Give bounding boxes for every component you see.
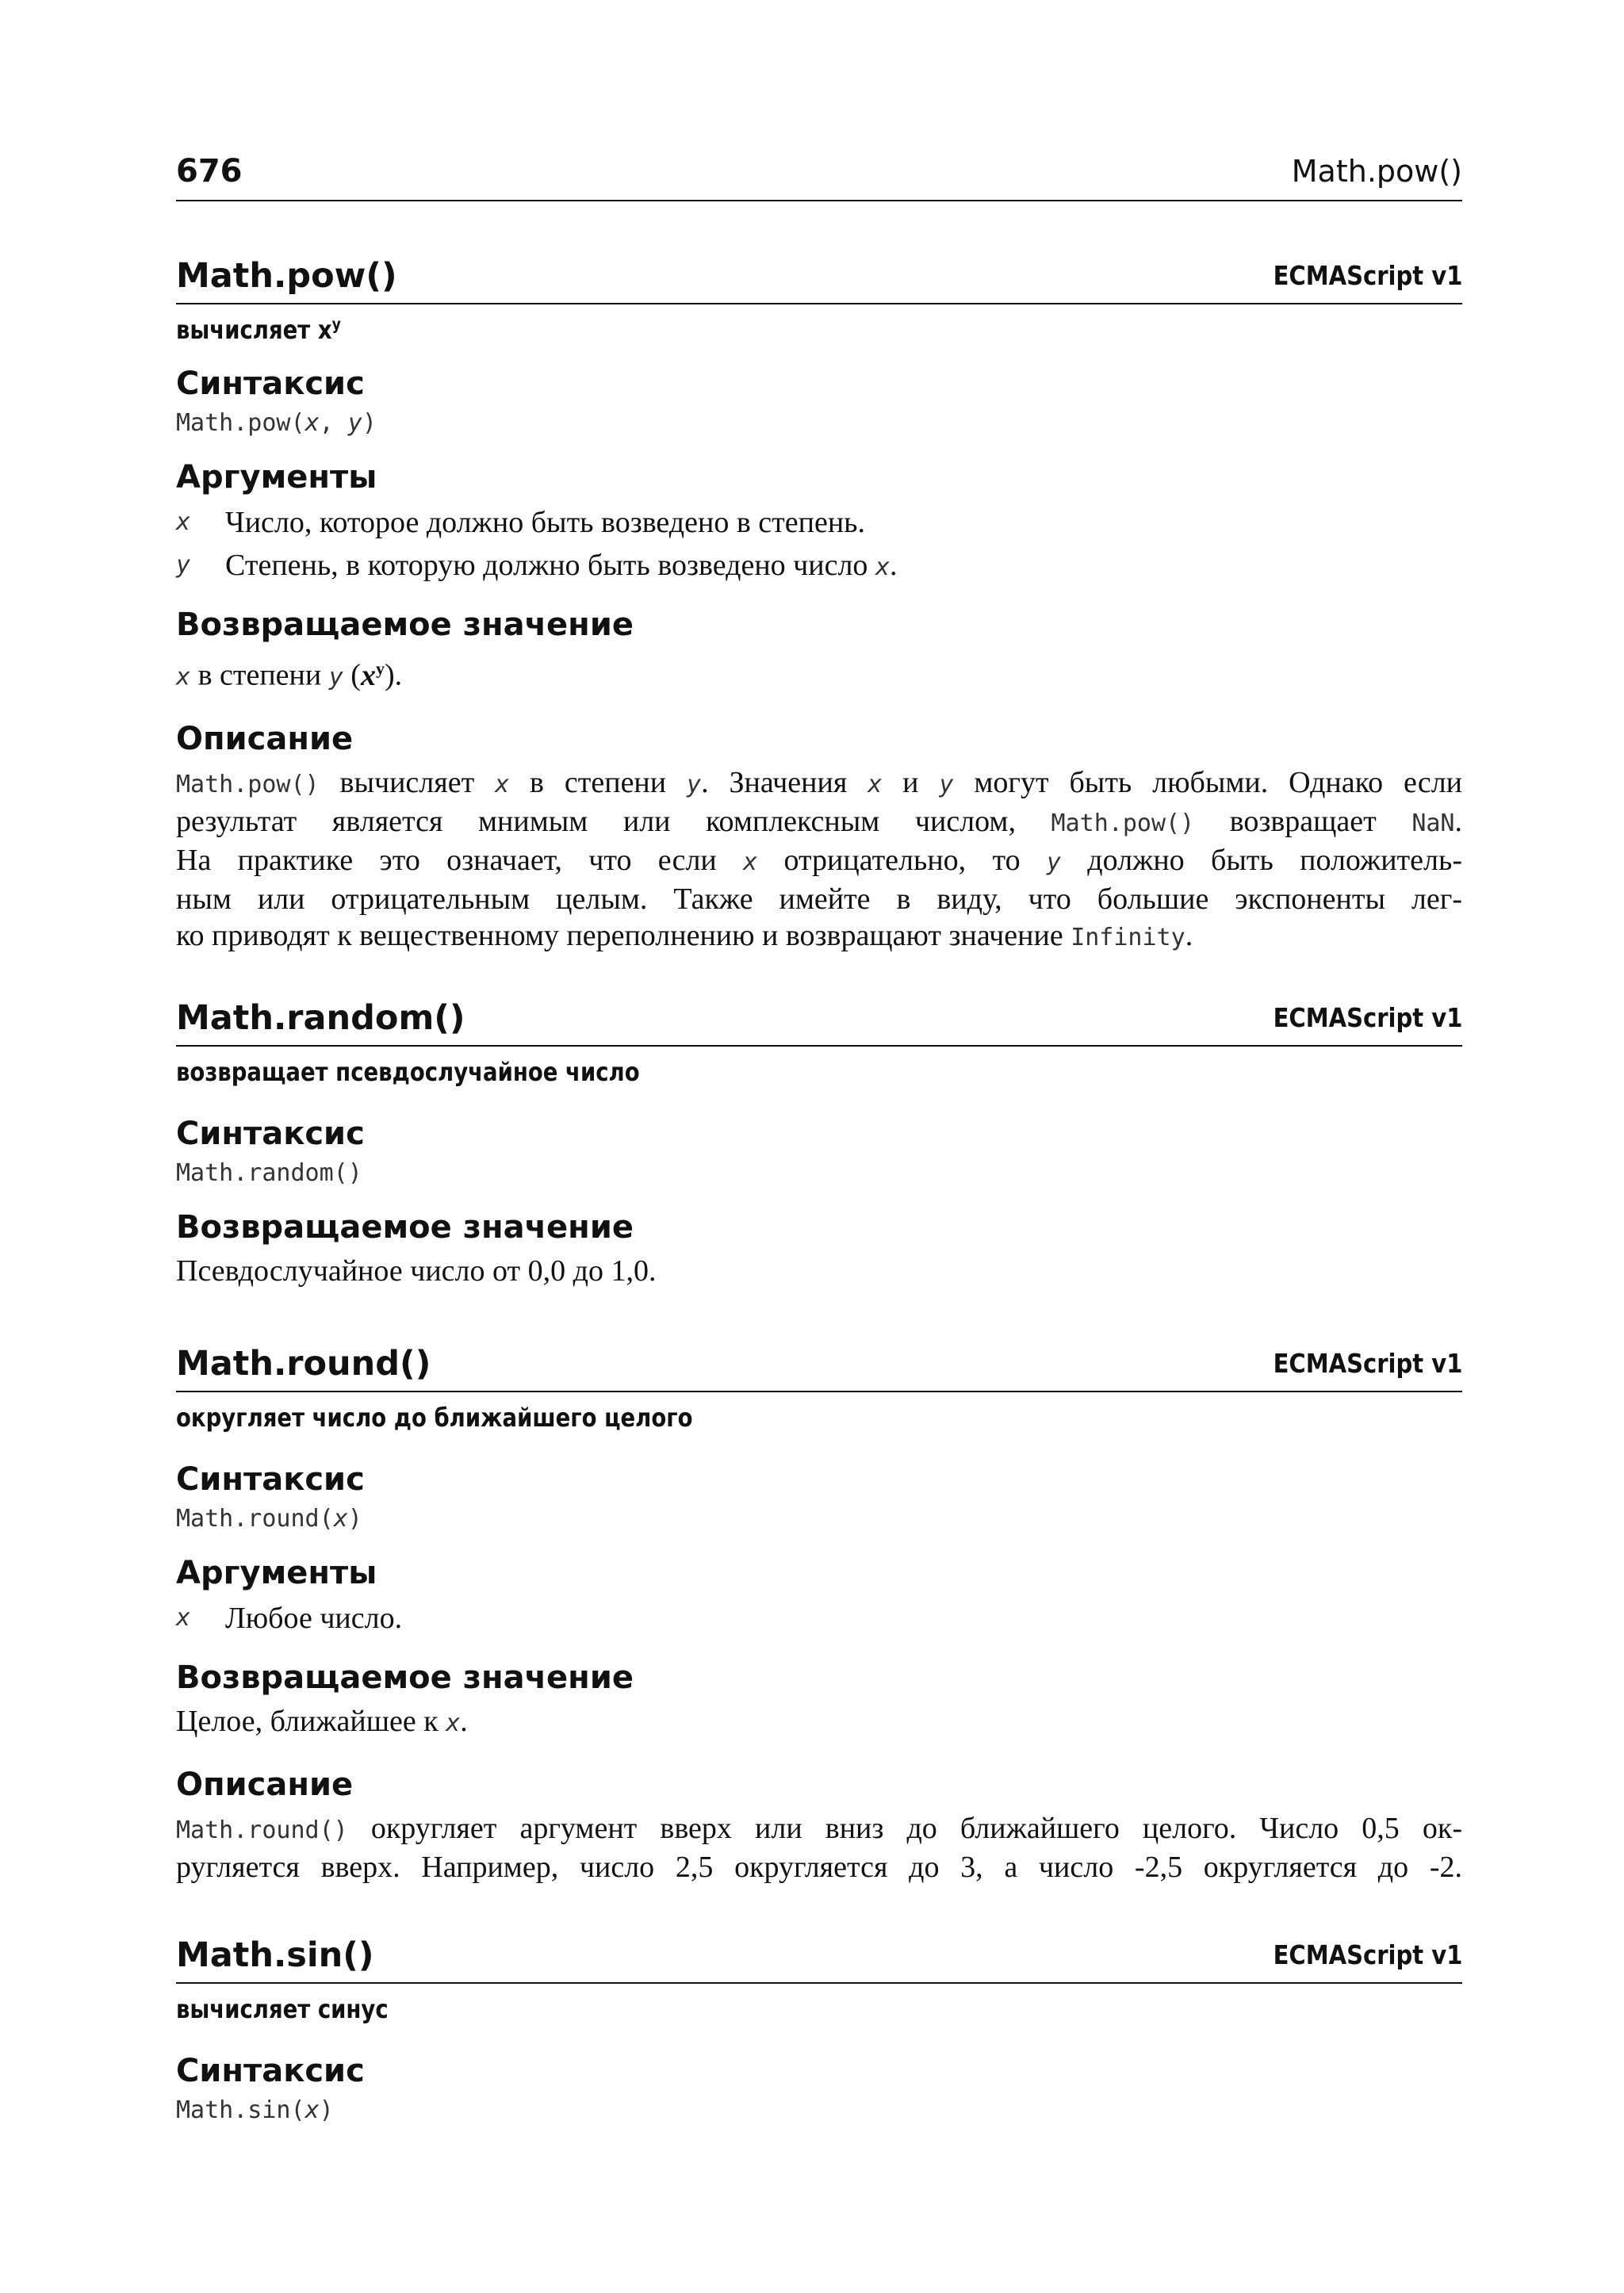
entry-math-random <box>176 993 1462 1289</box>
syntax-heading: Синтаксис <box>176 366 365 402</box>
return-text: Целое, ближайшее к x. <box>176 1705 468 1738</box>
entry-title: Math.pow() <box>176 256 397 296</box>
syntax-heading: Синтаксис <box>176 1461 365 1498</box>
running-title: Math.pow() <box>1291 154 1462 189</box>
description-heading: Описание <box>176 1767 354 1803</box>
return-text: Псевдослучайное число от 0,0 до 1,0. <box>176 1254 657 1288</box>
entry-header <box>176 1338 1462 1392</box>
syntax-heading: Синтаксис <box>176 2053 365 2089</box>
arguments-heading: Аргументы <box>176 1555 377 1591</box>
return-heading: Возвращаемое значение <box>176 1659 634 1696</box>
page-number: 676 <box>176 153 243 189</box>
argument-name: x <box>176 1604 191 1632</box>
entry-math-sin <box>176 1930 1462 2126</box>
entry-title: Math.sin() <box>176 1935 374 1975</box>
syntax-code: Math.sin(x) <box>176 2096 334 2124</box>
entry-title: Math.round() <box>176 1344 431 1384</box>
return-heading: Возвращаемое значение <box>176 1209 634 1246</box>
standard-label: ECMAScript v1 <box>1273 1939 1462 1970</box>
entry-math-pow <box>176 251 1462 956</box>
standard-label: ECMAScript v1 <box>1273 1002 1462 1033</box>
description-text: Math.round() округляет аргумент вверх или вниз до ближайшего целого. Число 0,5 ок- ругляется вверх. Например, число 2,5 округляется до 3, а число -2,5 округляется до -2. <box>176 1812 1462 1884</box>
syntax-code: Math.random() <box>176 1159 362 1187</box>
return-heading: Возвращаемое значение <box>176 607 634 643</box>
argument-item <box>176 501 1462 544</box>
argument-item <box>176 544 1462 587</box>
syntax-heading: Синтаксис <box>176 1116 365 1152</box>
standard-label: ECMAScript v1 <box>1273 260 1462 291</box>
argument-item <box>176 1597 1462 1640</box>
argument-description: Любое число. <box>225 1602 403 1635</box>
entry-math-round <box>176 1338 1462 1885</box>
syntax-code: Math.pow(x, y) <box>176 409 377 437</box>
argument-description: Число, которое должно быть возведено в степень. <box>225 506 865 539</box>
entry-header <box>176 993 1462 1047</box>
entry-header <box>176 1930 1462 1984</box>
standard-label: ECMAScript v1 <box>1273 1348 1462 1379</box>
entry-summary: вычисляет $x^y$ <box>176 314 341 345</box>
syntax-code: Math.round(x) <box>176 1505 362 1533</box>
argument-description: Степень, в которую должно быть возведено число x. <box>225 549 898 582</box>
entry-title: Math.random() <box>176 998 465 1038</box>
argument-name: y <box>176 551 191 579</box>
description-text: Math.pow() вычисляет x в степени y. Значения x и y могут быть любыми. Однако если результат является мнимым или комплексным числом, Math.pow() возвращает NaN. На практике это означает, что если x отрицательно, то y должно быть положитель- ным или отрицательным целым. Также имейте в виду, что большие экспоненты лег- ко приводят к вещественному переполнению и возвращают значение Infinity. <box>176 765 1463 952</box>
argument-name: x <box>176 508 191 536</box>
running-head <box>176 149 1462 201</box>
return-text: x в степени y $(x^y)$. <box>176 658 403 692</box>
arguments-heading: Аргументы <box>176 459 377 496</box>
description-heading: Описание <box>176 720 354 757</box>
entry-summary: возвращает псевдослучайное число <box>176 1057 640 1087</box>
entry-summary: вычисляет синус <box>176 1994 389 2024</box>
entry-summary: округляет число до ближайшего целого <box>176 1403 693 1433</box>
entry-header <box>176 251 1462 304</box>
